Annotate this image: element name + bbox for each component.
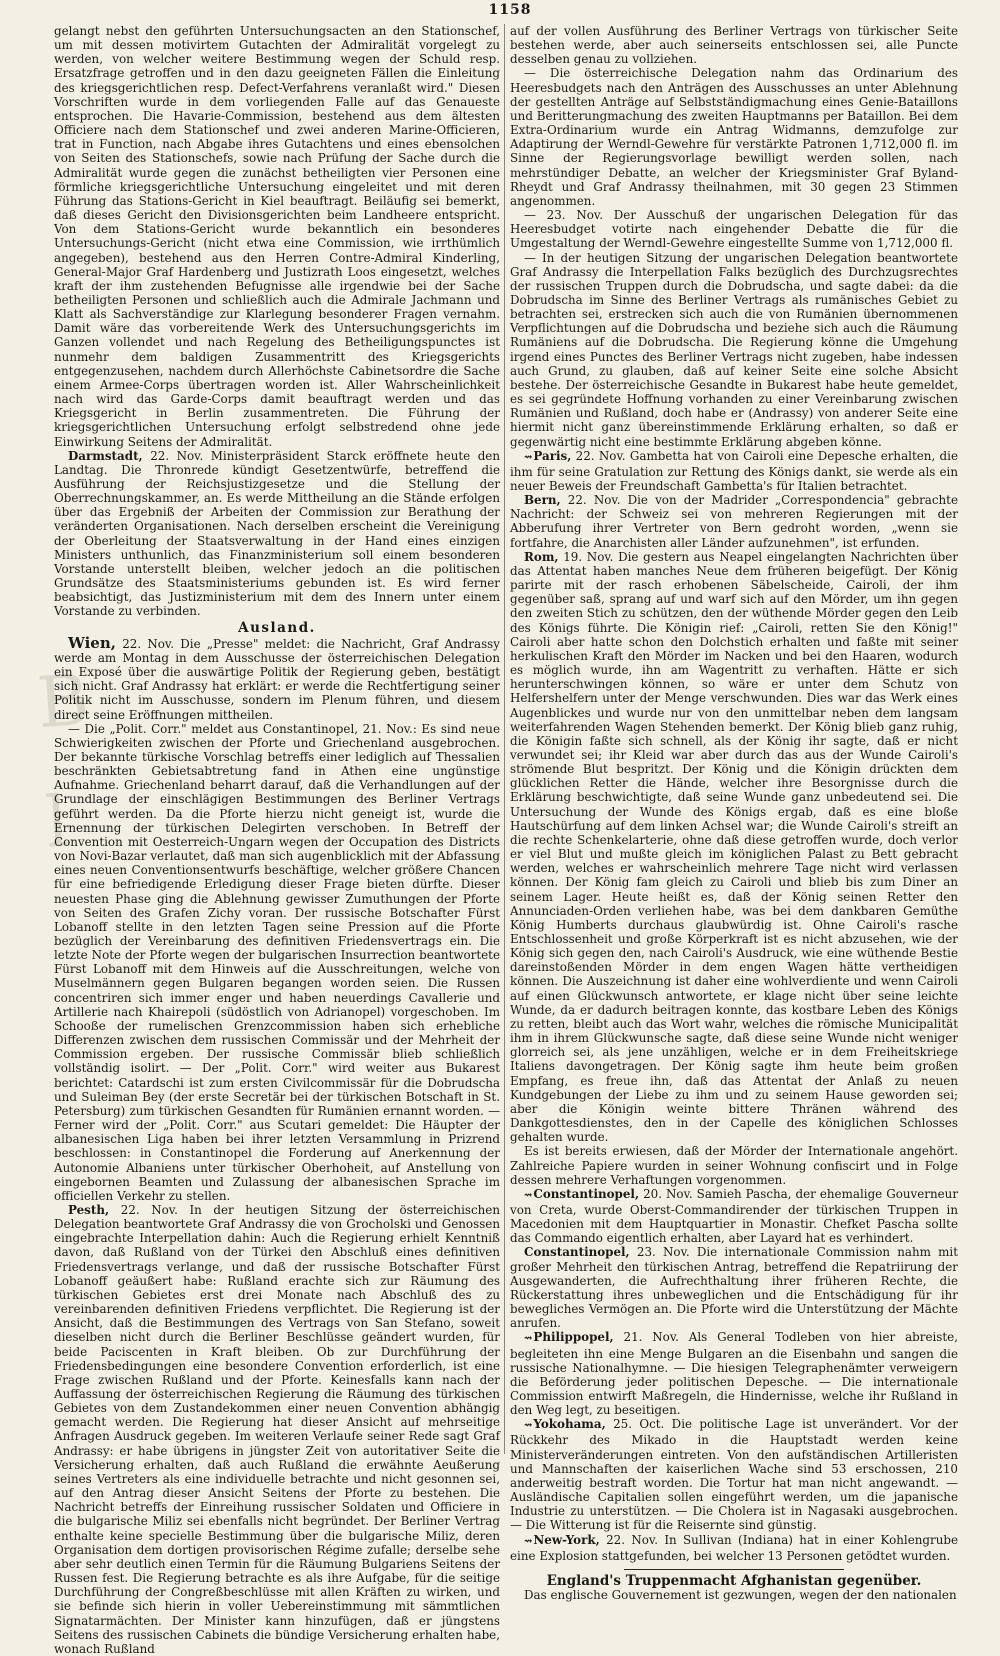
new-york-text: 22. Nov. In Sullivan (Indiana) hat in einer Kohlengrube eine Explosion stattgefunden, bei welcher 13 Personen getödtet wurden. (510, 1532, 959, 1563)
telegraph-icon: ⇝ (524, 1420, 532, 1432)
place-philippopel: Philippopel, (533, 1330, 614, 1345)
place-darmstadt: Darmstadt, (68, 448, 143, 463)
left-column (54, 24, 501, 1656)
place-pesth: Pesth, (68, 1202, 110, 1217)
philippopel-text: 21. Nov. Als General Todleben von hier abreiste, begleiteten ihn eine Menge Bulgaren an die Eisenbahn und sangen die russische Nationalhymne. — Die hiesigen Telegraphenämter verweigern die Beförderung jeder politischen Depesche. — Die internationale Commission entwirft Maßregeln, die Hindernisse, welche ihr Rußland in den Weg legt, zu beseitigen. (510, 1330, 958, 1418)
dispatch-darmstadt (54, 449, 500, 619)
place-paris: Paris, (533, 448, 572, 463)
dispatch-delegation: — Die österreichische Delegation nahm das Ordinarium des Heeresbudgets nach den Anträgen des Ausschusses an unter Ablehnung der gestellten Anträge auf Selbstständigmachung eines Genie-Bataillons und Beritterungmachung des zweiten Hauptmanns per Bataillon. Bei dem Extra-Ordinarium wurde ein Antrag Widmanns, demzufolge zur Adaptirung der Werndl-Gewehre für verstärkte Patronen 1,712,000 fl. im Sinne der Regierungsvorlage bewilligt werden sollen, nach mehrstündiger Debatte, an welcher der Kriegsminister Graf Byland-Rheydt und Graf Andrassy theilnahmen, mit 30 gegen 23 Stimmen angenommen. (510, 66, 958, 208)
dispatch-constantinopel-2 (510, 1245, 958, 1330)
dispatch-pesth (54, 1203, 500, 1656)
telegraph-icon: ⇝ (524, 1333, 532, 1345)
dispatch-wien (54, 633, 500, 722)
wien-text: 22. Nov. Die „Presse" meldet: die Nachricht, Graf Andrassy werde am Montag in dem Ausschusse der österreichischen Delegation ein Exposé über die auswärtige Politik der Regierung geben, bestätigt sich nicht. Graf Andrassy hat erklärt: er werde die Rechtfertigung seiner Politik nicht im Ausschusse, sondern im Plenum führen, und diesem direct seine Eröffnungen mittheilen. (54, 636, 500, 722)
constantinopel-1-text: 20. Nov. Samieh Pascha, der ehemalige Gouverneur von Creta, wurde Oberst-Commandirender der türkischen Truppen in Macedonien mit dem Hauptquartier in Monastir. Chefket Pascha sollte das Commando eigentlich erhalten, aber Layard hat es verhindert. (510, 1186, 959, 1246)
column-divider (504, 24, 505, 1454)
right-column (510, 24, 959, 1603)
telegraph-icon: ⇝ (524, 1535, 532, 1547)
bern-text: 22. Nov. Die von der Madrider „Correspondencia" gebrachte Nachricht: der Schweiz sei von mehreren Regierungen mit der Abberufung ihrer Vertreter von Bern gedroht worden, „wenn sie fortfahre, die Anarchisten aller Länder aufzunehmen", ist erfunden. (510, 493, 958, 550)
article-title-england: England's Truppenmacht Afghanistan gegenüber. (546, 1572, 922, 1589)
dispatch-yokohama (510, 1417, 958, 1532)
darmstadt-text: 22. Nov. Ministerpräsident Starck eröffnete heute den Landtag. Die Thronrede kündigt Gesetzentwürfe, betreffend die Ausführung der Reichsjustizgesetze und die Stellung der Oberrechnungskammer, an. Es werde Mittheilung an die Stände erfolgen über das Ergebniß der Arbeiten der Commission zur Berathung der veränderten Organisationen. Nach derselben erscheint die Vereinigung der Oberleitung der Staatsverwaltung in der Hand eines einzigen Ministers unthunlich, das Finanzministerium soll einem besonderen Vorstande unterstellt bleiben, welcher jedoch an die politischen Grundsätze des Staatsministeriums gebunden ist. Es wird ferner beabsichtigt, das Justizministerium mit dem des Innern unter einem Vorstande zu verbinden. (54, 448, 501, 619)
place-bern: Bern, (524, 493, 561, 508)
page-number: 1158 (488, 2, 532, 18)
dispatch-paris (510, 449, 958, 493)
section-heading-ausland: Ausland. (238, 619, 316, 636)
dispatch-constantinopel-1 (510, 1187, 958, 1246)
place-yokohama: Yokohama, (533, 1417, 606, 1432)
dispatch-philippopel (510, 1330, 958, 1417)
rom-text: 19. Nov. Die gestern aus Neapel eingelangten Nachrichten über das Attentat haben manches Neue dem früheren beigefügt. Der König parirte mit der rasch erhobenen Säbelscheide, Cairoli, der ihm gegenüber saß, sprang auf und warf sich auf den Mörder, um ihn gegen den zweiten Stich zu schützen, den der wüthende Mörder gegen den Leib des Königs führte. Die Königin rief: „Cairoli, retten Sie den König!" Cairoli aber hatte schon den Dolchstich erhalten und faßte mit seiner herkulischen Kraft den Mörder im Nacken und bei den Haaren, wodurch es möglich wurde, ihn am Wagentritt zu verhaften. Hätte er sich herunterschwingen können, so wäre er unter dem Schutz von Helfershelfern unter der Menge verschwunden. Dies war das Werk eines Augenblickes und wurde nur von den unmittelbar neben dem langsam weiterfahrenden Wagen Stehenden bemerkt. Der König blieb ganz ruhig, die Königin faßte sich schnell, als der König ihr sagte, daß er nicht verwundet sei; ihr Kleid war aber durch das aus der Wunde Cairoli's strömende Blut bespritzt. Der König und die Königin drückten dem glücklichen Retter die Hände, welcher ihre Besorgnisse durch die Erklärung beschwichtigte, daß seine Wunde ganz unbedeutend sei. Die Untersuchung der Wunde des Königs ergab, daß es eine bloße Hautschürfung auf dem linken Achsel war; die Wunde Cairoli's streift an die rechte Schenkelarterie, ohne daß diese getroffen wurde, doch verlor er viel Blut und mußte gleich im königlichen Palast zu Bett gebracht werden, welches er wahrscheinlich mehrere Tage nicht wird verlassen können. Der König fam gleich zu Cairoli und blieb bis zum Diner an seinem Lager. Heute heißt es, daß der König seinen Retter den Annunciaden-Orden verliehen habe, was bei dem dankbaren Gemüthe König Humberts durchaus glaubwürdig ist. Ohne Cairoli's rasche Entschlossenheit und große Körperkraft ist es nicht abzusehen, wie der König sich gegen den, nach Cairoli's Ausdruck, wie eine wüthende Bestie dareinstoßenden Mörder in dem engen Wagen hätte vertheidigen können. Die Auszeichnung ist daher eine wohlverdiente und wenn Cairoli auf einen Glückwunsch antwortete, er klage nicht über seine leichte Wunde, da er dadurch beitragen konnte, das kostbare Leben des Königs zu retten, bleibt auch das Wort wahr, welches die römische Municipalität ihm in ihrem Glückwunsche sagte, daß diese seine Wunde nicht weniger glorreich sei, als jene unzähligen, welche er in dem Freiheitskriege Italiens davongetragen. Der König sagte ihm heute beim großen Empfang, es freue ihn, daß das Attentat der Anlaß zu neuen Kundgebungen der Liebe zu ihm und zu seinem Hause geworden sei; aber die Königin weinte bittere Thränen während des Dankgottesdienstes, den in der Capelle des königlichen Schlosses gehalten wurde. (510, 549, 959, 1145)
dispatch-polcorr: — Die „Polit. Corr." meldet aus Constantinopel, 21. Nov.: Es sind neue Schwierigkeiten zwischen der Pforte und Griechenland ausgebrochen. Der bekannte türkische Vorschlag betreffs einer lediglich auf Thessalien beschränkten Gebietsabtretung fand in Athen eine ungünstige Aufnahme. Griechenland beharrt darauf, daß die Verhandlungen auf der Grundlage der einschlägigen Bestimmungen des Berliner Vertrags geführt werden. Da die Pforte hierzu nicht geneigt ist, wurde die Ernennung der türkischen Delegirten verschoben. In Betreff der Convention mit Oesterreich-Ungarn wegen der Occupation des Districts von Novi-Bazar verlautet, daß man sich augenblicklich mit der Abfassung eines neuen Conventionsentwurfs beschäftige, welcher größere Chancen für eine befriedigende Erledigung dieser Frage bieten dürfte. Dieser neuesten Phase ging die Ablehnung gewisser Zumuthungen der Pforte von Seiten des Grafen Zichy voran. Der russische Botschafter Fürst Lobanoff stellte in den letzten Tagen seine Pression auf die Pforte bezüglich der Vereinbarung des definitiven Friedensvertrags ein. Die letzte Note der Pforte wegen der bulgarischen Insurrection beantwortete Fürst Lobanoff mit dem Hinweis auf die Ausschreitungen, welche von Muselmännern gegen Bulgaren begangen worden seien. Die Russen concentriren sich immer enger und haben neuerdings Cavallerie und Artillerie nach Khairepoli (südöstlich von Adrianopel) vorgeschoben. Im Schooße der rumelischen Grenzcommission haben sich erhebliche Differenzen zwischen dem russischen Commissär und der Mehrheit der Commission ergeben. Der russische Commissär blieb schließlich vollständig isolirt. — Der „Polit. Corr." wird weiter aus Bukarest berichtet: Catardschi ist zum ersten Civilcommissär für die Dobrudscha und Suleiman Bey (der erste Secretär bei der türkischen Botschaft in St. Petersburg) zum türkischen Gesandten für Rumänien ernannt worden. — Ferner wird der „Polit. Corr." aus Scutari gemeldet: Die Häupter der albanesischen Liga haben bei ihrer letzten Versammlung in Prizrend beschlossen: in Constantinopel die Forderung auf Anerkennung der Autonomie Albaniens unter türkischer Oberhoheit, auf Anstellung von eingebornen Beamten und Zulassung der albanesischen Sprache im officiellen Verkehr zu stellen. (54, 721, 500, 1203)
article-kiel-continuation: gelangt nebst den geführten Untersuchungsacten an den Stationschef, um mit dessen motivirtem Gutachten der Admiralität vorgelegt zu werden, von welcher weitere Bestimmung wegen der Schuld resp. Ersatzfrage getroffen und in den dazu geeigneten Fällen die Einleitung des kriegsgerichtlichen resp. Defect-Verfahrens veranlaßt wird." Diesen Vorschriften wurde in dem vorliegenden Falle auf das Genaueste entsprochen. Die Havarie-Commission, bestehend aus dem ältesten Officiere nach dem Stationschef und zwei anderen Marine-Officieren, trat in Function, nach Abgabe ihres Gutachtens und eines ebensolchen von Seiten des Stationschefs, sowie nach Prüfung der Sache durch die Admiralität wurde gegen die zunächst betheiligten vier Personen eine förmliche kriegsgerichtliche Untersuchung eingeleitet und mit deren Führung das Stations-Gericht in Kiel beauftragt. Beiläufig sei bemerkt, daß dieses Gericht den Divisionsgerichten beim Landheere entspricht. Von dem Stations-Gericht wurde bekanntlich ein besonderes Untersuchungs-Gericht (nicht etwa eine Commission, wie irrthümlich angegeben), bestehend aus den Herren Contre-Admiral Kinderling, General-Major Graf Hardenberg und Justizrath Loos eingesetzt, welches kraft der ihm zustehenden Befugnisse alle irgendwie bei der Sache betheiligten Personen und schließlich auch die Admirale Jachmann und Klatt als Sachverständige zur Klarlegung besonderer Fragen vernahm. Damit wäre das vorbereitende Werk des Untersuchungsgerichts im Ganzen vollendet und nach Regelung des Betheiligungspunctes ist nunmehr dem baldigen Zusammentritt des Kriegsgerichts entgegenzusehen, nachdem durch Allerhöchste Cabinetsordre die Sache einem Armee-Corps übertragen worden ist. Aller Wahrscheinlichkeit nach wird das Garde-Corps damit beauftragt werden und das Kriegsgericht in Berlin zusammentreten. Die Führung der kriegsgerichtlichen Untersuchung erfolgt selbstredend ohne jede Einwirkung Seitens der Admiralität. (54, 24, 500, 449)
pesth-continuation: auf der vollen Ausführung des Berliner Vertrags von türkischer Seite bestehen werde, aber auch seinerseits entschlossen sei, alle Puncte desselben genau zu vollziehen. (510, 24, 958, 67)
paris-text: 22. Nov. Gambetta hat von Cairoli eine Depesche erhalten, die ihm für seine Gratulation zur Rettung des Königs dankt, sie werde als ein neuer Beweis der Freundschaft Gambetta's für Italien betrachtet. (510, 448, 958, 493)
dispatch-rom-followup: Es ist bereits erwiesen, daß der Mörder der Internationale angehört. Zahlreiche Papiere wurden in seiner Wohnung confiscirt und in Folge dessen mehrere Verhaftungen vorgenommen. (510, 1144, 958, 1187)
dispatch-nov23: — 23. Nov. Der Ausschuß der ungarischen Delegation für das Heeresbudget votirte nach eingehender Debatte die für die Umgestaltung der Werndl-Gewehre eingestellte Summe von 1,712,000 fl. (510, 208, 958, 251)
place-constantinopel-2: Constantinopel, (524, 1245, 630, 1260)
telegraph-icon: ⇝ (524, 451, 532, 463)
place-new-york: New-York, (533, 1532, 600, 1547)
article-england-text: Das englische Gouvernement ist gezwungen, wegen der den nationalen (524, 1588, 957, 1603)
dispatch-new-york (510, 1533, 958, 1563)
library-stamp-watermark: B l (34, 658, 92, 864)
section-divider (624, 1569, 844, 1570)
constantinopel-2-text: 23. Nov. Die internationale Commission nahm mit großer Mehrheit den türkischen Antrag, betreffend die Repatriirung der Ausgewanderten, die Aufrechthaltung ihrer früheren Rechte, die Rückerstattung ihres unbeweglichen und die Entschädigung für ihr bewegliches Vermögen an. Die Pforte wird die Unterstützung der Mächte anrufen. (510, 1245, 958, 1331)
place-constantinopel-1: Constantinopel, (533, 1186, 640, 1201)
place-rom: Rom, (524, 549, 559, 564)
place-wien: Wien, (68, 633, 116, 652)
dispatch-bern (510, 493, 958, 550)
yokohama-text: 25. Oct. Die politische Lage ist unverändert. Vor der Rückkehr des Mikado in die Hauptstadt werden keine Ministerveränderungen eintreten. Von den aufständischen Artilleristen und Mannschaften der kaiserlichen Wache sind 53 erschossen, 210 anderweitig bestraft worden. Die Tortur hat man nicht angewandt. — Ausländische Capitalien sollen eingeführt werden, um die japanische Industrie zu unterstützen. — Die Cholera ist in Nagasaki ausgebrochen. — Die Witterung ist für die Reisernte sind günstig. (510, 1417, 958, 1533)
pesth-text: 22. Nov. In der heutigen Sitzung der österreichischen Delegation beantwortete Graf Andrassy die von Grocholski und Genossen eingebrachte Interpellation dahin: Auch die Regierung erhielt Kenntniß davon, daß Rußland von der Türkei den Abschluß eines definitiven Friedensvertrags verlange, und daß der russische Botschafter Fürst Lobanoff geäußert habe: Rußland erachte sich zur Räumung des türkischen Gebietes erst drei Monate nach Abschluß des zu vereinbarenden definitiven Friedens verpflichtet. Die Regierung ist der Ansicht, daß die Bestimmungen des Vertrags von San Stefano, soweit dieselben nicht durch die Berliner Beschlüsse geändert wurden, für beide Paciscenten in Kraft bleiben. Ob zur Durchführung der Friedensbedingungen eine besondere Convention erforderlich, ist eine Frage zwischen Rußland und der Pforte. Keinesfalls kann nach der Auffassung der österreichischen Regierung die Räumung des türkischen Gebietes von dem Zustandekommen einer neuen Convention abhängig gemacht werden. Die Regierung hat dieser Ansicht auf mehrseitige Anfragen Ausdruck gegeben. Im weiteren Verlaufe seiner Rede sagt Graf Andrassy: er habe übrigens in jüngster Zeit von autoritativer Seite die Versicherung erhalten, daß auch Rußland die erwähnte Aeußerung seines Vertreters als eine individuelle betrachte und nicht gesonnen sei, auf den Antrag dieser Ansicht Seitens der Pforte zu bestehen. Die Nachricht betreffs der Einreihung russischer Soldaten und Officiere in die bulgarische Miliz sei ebenfalls nicht begründet. Der Berliner Vertrag enthalte keine specielle Bestimmung über die bulgarische Miliz, deren Organisation dem dortigen provisorischen Régime zufalle; derselbe sehe aber sehr deutlich einen Termin für die Räumung Bulgariens Seitens der Russen fest. Die Regierung betrachte es als ihre Aufgabe, für die seitige Durchführung der Congreßbeschlüsse mit allen Kräften zu wirken, und sie befinde sich hierin in voller Uebereinstimmung mit sämmtlichen Signatarmächten. Der Minister kann hinzufügen, daß er jüngstens Seitens des russischen Cabinets die bündige Versicherung erhalten habe, wonach Rußland (54, 1202, 501, 1656)
dispatch-ungarisch: — In der heutigen Sitzung der ungarischen Delegation beantwortete Graf Andrassy die Interpellation Falks bezüglich des Durchzugsrechtes der russischen Truppen durch die Dobrudscha, und sagte dabei: da die Dobrudscha im Sinne des Berliner Vertrags als rumänisches Gebiet zu betrachten sei, erstrecken sich auch die von Rumänien übernommenen Verpflichtungen auf die Dobrudscha und beziehe sich auch die Räumung Rumäniens auf die Dobrudscha. Die Regierung könne die Umgehung irgend eines Punctes des Berliner Vertrags nicht zugeben, habe indessen auch Grund, zu glauben, daß auf keiner Seite eine solche Absicht bestehe. Der österreichische Gesandte in Bukarest habe heute gemeldet, es sei gegründete Hoffnung vorhanden zu einer Vereinbarung zwischen Rumänien und Rußland, doch habe er (Andrassy) von anderer Seite eine hiermit nicht ganz übereinstimmende Erklärung erhalten, so daß er gegenwärtig nicht eine bestimmte Erklärung abgeben könne. (510, 250, 958, 449)
dispatch-rom (510, 550, 958, 1145)
telegraph-icon: ⇝ (524, 1189, 532, 1201)
